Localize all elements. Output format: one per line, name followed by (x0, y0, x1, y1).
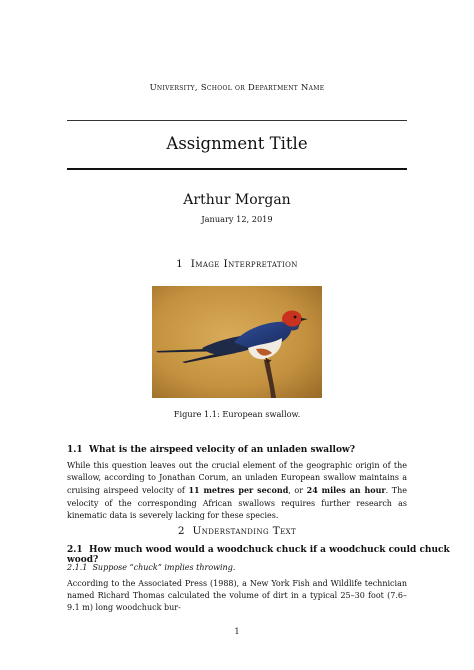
paragraph-swallow-text-1: While this question leaves out the crucial element of the geographic origin of the swallow, according to Jonathan Corum, an unladen European swallow maintains a cruising airspeed velocity of (67, 461, 407, 496)
subsubsection-2-1-1-number: 2.1.1 (67, 563, 88, 572)
section-2-number: 2 (177, 525, 185, 537)
subsection-1-1-title: What is the airspeed velocity of an unladen swallow? (88, 445, 355, 455)
subsection-2-1-title: How much wood would a woodchuck chuck if a woodchuck could chuck wood? (67, 545, 450, 565)
section-1-number: 1 (176, 258, 184, 270)
page-number: 1 (234, 626, 240, 636)
subsubsection-2-1-1-heading (67, 563, 235, 572)
subsection-2-1-number: 2.1 (67, 545, 83, 555)
subsection-2-1-heading (67, 545, 474, 565)
paragraph-woodchuck: According to the Associated Press (1988), a New York Fish and Wildlife technician named Richard Thomas calculated the volume of dirt in a typical 25–30 foot (7.6–9.1 m) long woodchuck bur- (67, 579, 407, 613)
paragraph-swallow (67, 460, 407, 522)
paragraph-swallow-text-3: . The velocity of the corresponding African swallows requires further research as kinematic data is severely lacking for these species. (67, 486, 407, 520)
swallow-photo (152, 286, 322, 398)
university-header: University, School or Department Name (149, 82, 325, 92)
bird-eye (294, 316, 297, 319)
subsection-1-1-number: 1.1 (67, 445, 83, 455)
section-2-heading (0, 525, 474, 537)
section-1-title: Image Interpretation (190, 258, 298, 270)
paragraph-swallow-text-2: , or (288, 486, 307, 496)
section-2-title: Understanding Text (192, 525, 297, 537)
speed-metric: 11 metres per second (188, 485, 289, 496)
title-top-rule (67, 120, 407, 121)
section-1-heading (0, 258, 474, 270)
subsubsection-2-1-1-title: Suppose “chuck” implies throwing. (92, 563, 236, 572)
assignment-title: Assignment Title (166, 134, 308, 153)
document-date: January 12, 2019 (201, 214, 273, 224)
title-bottom-rule (67, 168, 407, 170)
speed-imperial: 24 miles an hour (306, 485, 386, 496)
author-name: Arthur Morgan (183, 192, 291, 208)
figure-caption: Figure 1.1: European swallow. (173, 409, 301, 419)
subsection-1-1-heading (67, 445, 355, 455)
